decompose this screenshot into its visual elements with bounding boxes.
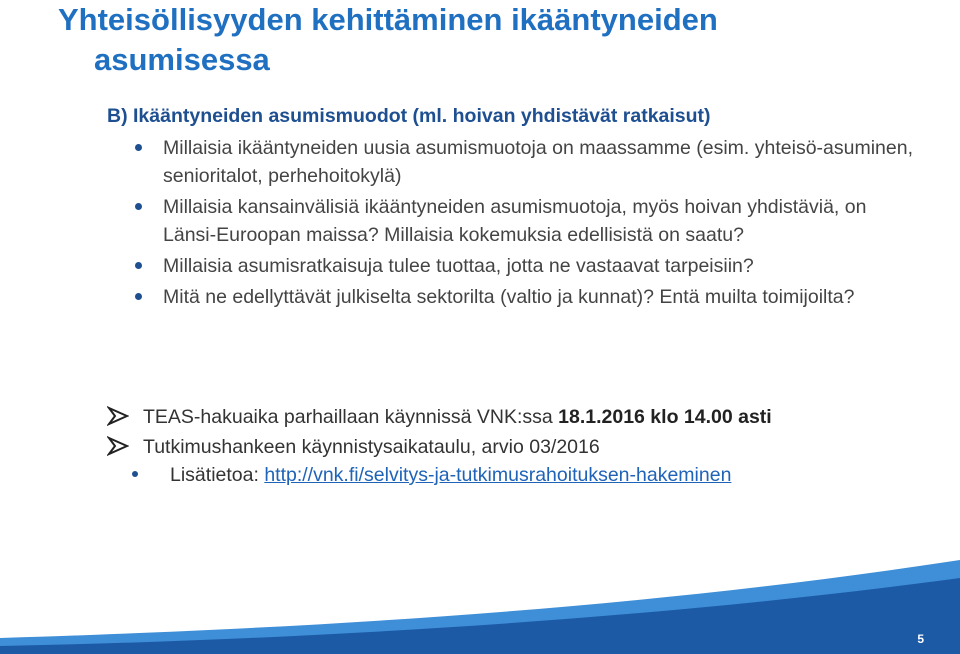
arrow-bullet-icon bbox=[107, 436, 129, 456]
list-item bbox=[135, 283, 915, 311]
question-list bbox=[135, 134, 915, 314]
arrow-item bbox=[107, 402, 927, 432]
footer-wave-decoration bbox=[0, 560, 960, 654]
page-number: 5 bbox=[917, 632, 924, 646]
title-line-1: Yhteisöllisyyden kehittäminen ikääntyneiden bbox=[58, 2, 718, 37]
bullet-icon bbox=[135, 144, 142, 151]
title-line-2: asumisessa bbox=[94, 42, 270, 77]
arrow-item-text: TEAS-hakuaika parhaillaan käynnissä VNK:ssa bbox=[143, 406, 559, 428]
list-item-text: Millaisia kansainvälisiä ikääntyneiden asumismuotoja, myös hoivan yhdistäviä, on Länsi-Euroopan maissa? Millaisia kokemuksia edellisistä on saatu? bbox=[163, 196, 867, 246]
more-info-line bbox=[132, 460, 731, 490]
list-item-text: Millaisia asumisratkaisuja tulee tuottaa, jotta ne vastaavat tarpeisiin? bbox=[163, 255, 754, 277]
info-arrow-list bbox=[107, 402, 927, 462]
bullet-icon bbox=[135, 203, 142, 210]
list-item bbox=[135, 134, 915, 190]
list-item-text: Mitä ne edellyttävät julkiselta sektorilta (valtio ja kunnat)? Entä muilta toimijoilta? bbox=[163, 286, 855, 308]
arrow-item bbox=[107, 432, 927, 462]
slide-title bbox=[58, 0, 938, 80]
section-subheading: B) Ikääntyneiden asumismuodot (ml. hoivan yhdistävät ratkaisut) bbox=[107, 105, 711, 127]
list-item-text: Millaisia ikääntyneiden uusia asumismuotoja on maassamme (esim. yhteisö-asuminen, senioritalot, perhehoitokylä) bbox=[163, 137, 913, 187]
arrow-item-text: Tutkimushankeen käynnistysaikataulu, arvio 03/2016 bbox=[143, 436, 600, 458]
bullet-icon bbox=[132, 471, 138, 477]
list-item bbox=[135, 252, 915, 280]
bullet-icon bbox=[135, 262, 142, 269]
bullet-icon bbox=[135, 293, 142, 300]
arrow-bullet-icon bbox=[107, 406, 129, 426]
more-info-link[interactable]: http://vnk.fi/selvitys-ja-tutkimusrahoituksen-hakeminen bbox=[264, 464, 732, 486]
list-item bbox=[135, 193, 915, 249]
deadline-text: 18.1.2016 klo 14.00 asti bbox=[558, 406, 772, 428]
more-info-label: Lisätietoa: bbox=[170, 464, 265, 486]
